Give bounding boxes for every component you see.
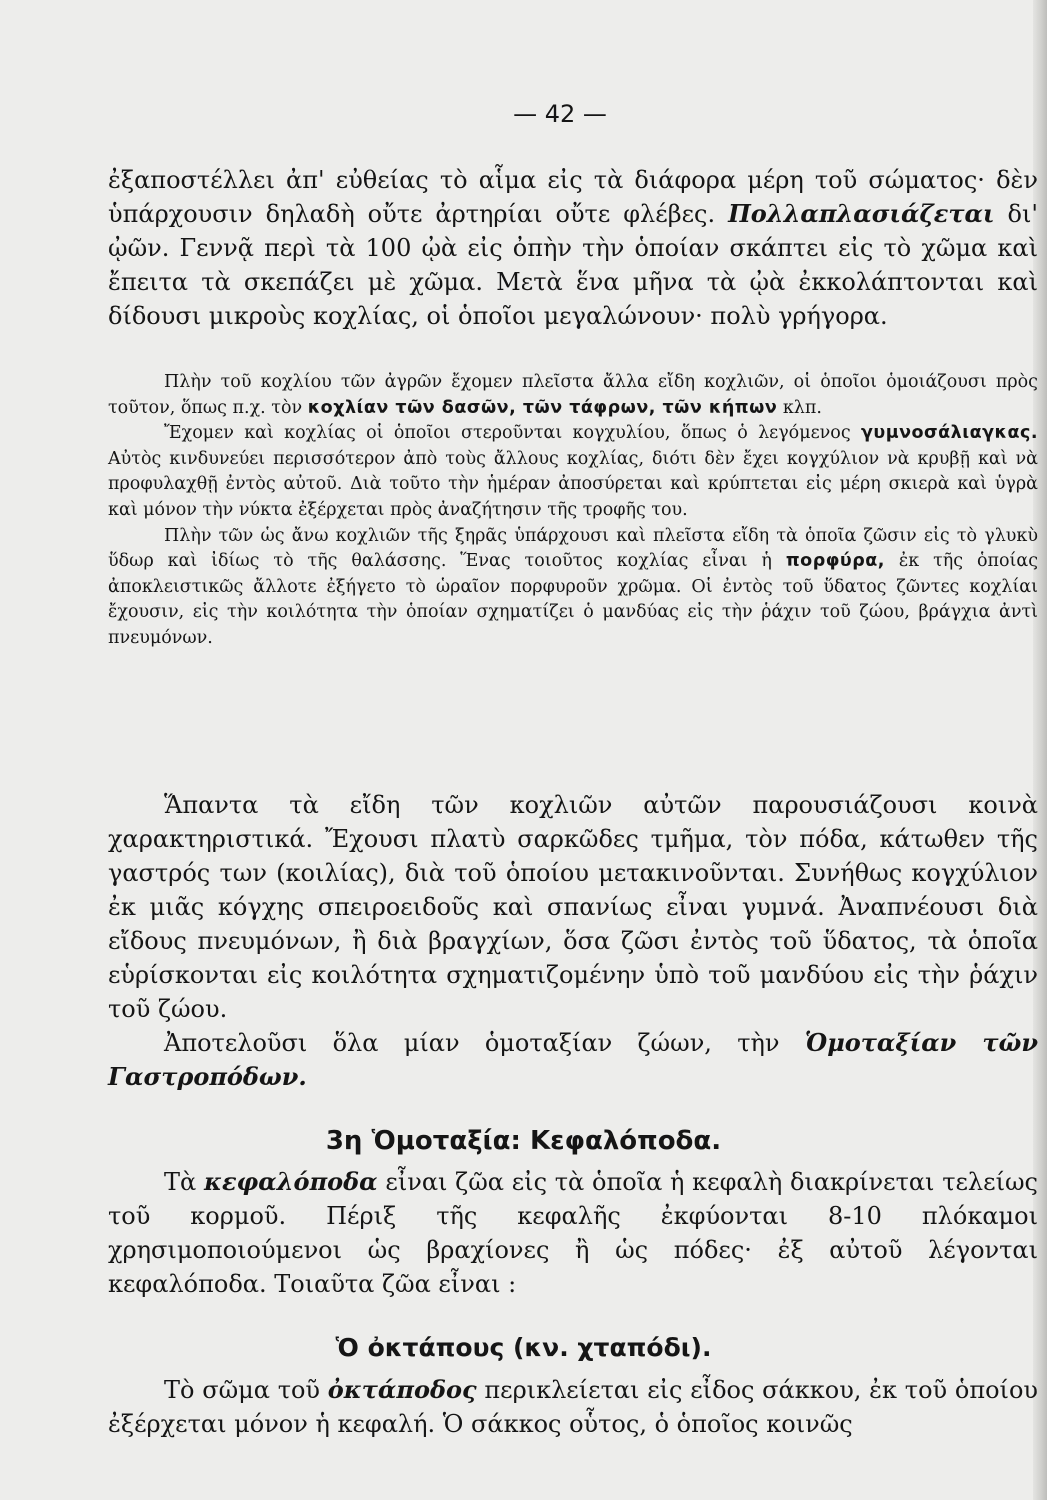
- emphasis-term: Πολλαπλασιάζεται: [728, 199, 995, 228]
- text-run: Αὐτὸς κινδυνεύει περισσότερον ἀπὸ τοὺς ἄλλους κοχλίας, διότι δὲν ἔχει κογχύλιον νὰ κρυβῇ καὶ νὰ προφυλαχθῇ ἐντὸς αὐτοῦ. Διὰ τοῦτο τὴν ἡμέραν ἀποσύρεται καὶ κρύπτεται εἰς μέρη σκιερὰ καὶ ὑγρὰ καὶ μόνον τὴν νύκτα ἐξέρχεται πρὸς ἀναζήτησιν τῆς τροφῆς του.: [108, 448, 1038, 520]
- text-run: κλπ.: [777, 397, 822, 418]
- text-block-intro: [108, 163, 1038, 333]
- text-run: Πλὴν τῶν ὡς ἄνω κοχλιῶν τῆς ξηρᾶς ὑπάρχουσι καὶ πλεῖστα εἴδη τὰ ὁποῖα ζῶσιν εἰς τὸ γλυκὺ ὕδωρ καὶ ἰδίως τὸ τῆς θαλάσσης. Ἕνας τοιοῦτος κοχλίας εἶναι ἡ: [108, 525, 1038, 572]
- text-run: περικλείεται εἰς εἶδος σάκκου, ἐκ τοῦ ὁποίου ἐξέρχεται μόνον ἡ κεφαλή. Ὁ σάκκος οὗτος, ὁ ὁποῖος κοινῶς: [108, 1376, 1038, 1438]
- page-number: — 42 —: [513, 100, 607, 128]
- text-block-cephalopods: [108, 1165, 1038, 1301]
- text-block-characteristics: [108, 788, 1038, 1094]
- paragraph-class-gastropods: [108, 1026, 1038, 1094]
- text-run: δι' ᾠῶν. Γεννᾷ περὶ τὰ 100 ᾠὰ εἰς ὀπὴν τὴν ὁποίαν σκάπτει εἰς τὸ χῶμα καὶ ἔπειτα τὰ σκεπάζει μὲ χῶμα. Μετὰ ἕνα μῆνα τὰ ᾠὰ ἐκκολάπτονται καὶ δίδουσι μικροὺς κοχλίας, οἱ ὁποῖοι μεγαλώνουν· πολὺ γρήγορα.: [108, 200, 1038, 330]
- text-run: Ἀποτελοῦσι ὅλα μίαν ὁμοταξίαν ζώων, τὴν: [164, 1029, 805, 1057]
- paragraph-other-snails: [108, 370, 1038, 421]
- text-run: εἶναι ζῶα εἰς τὰ ὁποῖα ἡ κεφαλὴ διακρίνεται τελείως τοῦ κορμοῦ. Πέριξ τῆς κεφαλῆς ἐκφύονται 8-10 πλόκαμοι χρησιμοποιούμενοι ὡς βραχίονες ἢ ὡς πόδες· ἐξ αὐτοῦ λέγονται κεφαλόποδα. Τοιαῦτα ζῶα εἶναι :: [108, 1168, 1038, 1298]
- text-run: Πλὴν τοῦ κοχλίου τῶν ἀγρῶν ἔχομεν πλεῖστα ἄλλα εἴδη κοχλιῶν, οἱ ὁποῖοι ὁμοιάζουσι πρὸς τοῦτον, ὅπως π.χ. τὸν: [108, 372, 1038, 418]
- emphasis-term: Ὁμοταξίαν τῶν Γαστροπόδων.: [108, 1028, 1039, 1091]
- text-run: Τὰ: [164, 1168, 204, 1196]
- paragraph-characteristics: Ἅπαντα τὰ εἴδη τῶν κοχλιῶν αὐτῶν παρουσιάζουσι κοινὰ χαρακτηριστικά. Ἔχουσι πλατὺ σαρκῶδες τμῆμα, τὸν πόδα, κάτωθεν τῆς γαστρός των (κοιλίας), διὰ τοῦ ὁποίου μετακινοῦνται. Συνήθως κογχύλιον ἐκ μιᾶς κόγχης σπειροειδοῦς καὶ σπανίως εἶναι γυμνά. Ἀναπνέουσι διὰ εἴδους πνευμόνων, ἢ διὰ βραγχίων, ὅσα ζῶσι ἐντὸς τοῦ ὕδατος, τὰ ὁποῖα εὑρίσκονται εἰς κοιλότητα σχηματιζομένην ὑπὸ τοῦ μανδύου εἰς τὴν ῥάχιν τοῦ ζώου.: [108, 791, 1038, 1023]
- text-block-small-print: [108, 370, 1038, 652]
- bold-term: πορφύρα,: [785, 551, 885, 572]
- bold-term: γυμνοσάλιαγκας.: [860, 423, 1038, 444]
- emphasis-term: ὀκτάποδος: [327, 1375, 477, 1404]
- paragraph-circulation: [108, 163, 1038, 333]
- text-run: Ἔχομεν καὶ κοχλίας οἱ ὁποῖοι στεροῦνται κογχυλίου, ὅπως ὁ λεγόμενος: [164, 423, 861, 444]
- emphasis-term: κεφαλόποδα: [203, 1167, 378, 1196]
- section-heading-cephalopods: 3η Ὁμοταξία: Κεφαλόποδα.: [325, 1126, 722, 1156]
- text-block-octopus: [108, 1373, 1038, 1441]
- paragraph-slug: [108, 421, 1038, 523]
- text-run: Τὸ σῶμα τοῦ: [164, 1376, 328, 1404]
- text-run: ἐκ τῆς ὁποίας ἀποκλειστικῶς ἄλλοτε ἐξήγετο τὸ ὡραῖον πορφυροῦν χρῶμα. Οἱ ἐντὸς τοῦ ὕδατος ζῶντες κοχλίαι ἔχουσιν, εἰς τὴν κοιλότητα τὴν ὁποίαν σχηματίζει ὁ μανδύας εἰς τὴν ῥάχιν τοῦ ζώου, βράγχια ἀντὶ πνευμόνων.: [108, 551, 1038, 648]
- paragraph-cephalopods: [108, 1165, 1038, 1301]
- bold-term: κοχλίαν τῶν δασῶν, τῶν τάφρων, τῶν κήπων: [307, 397, 778, 418]
- paragraph-octopus: [108, 1373, 1038, 1441]
- subheading-octopus: Ὁ ὀκτάπους (κν. χταπόδι).: [335, 1333, 712, 1362]
- paragraph-water-snails: [108, 524, 1038, 652]
- text-run: ἐξαποστέλλει ἀπ' εὐθείας τὸ αἷμα εἰς τὰ διάφορα μέρη τοῦ σώματος· δὲν ὑπάρχουσιν δηλαδὴ οὔτε ἀρτηρίαι οὔτε φλέβες.: [108, 166, 1038, 228]
